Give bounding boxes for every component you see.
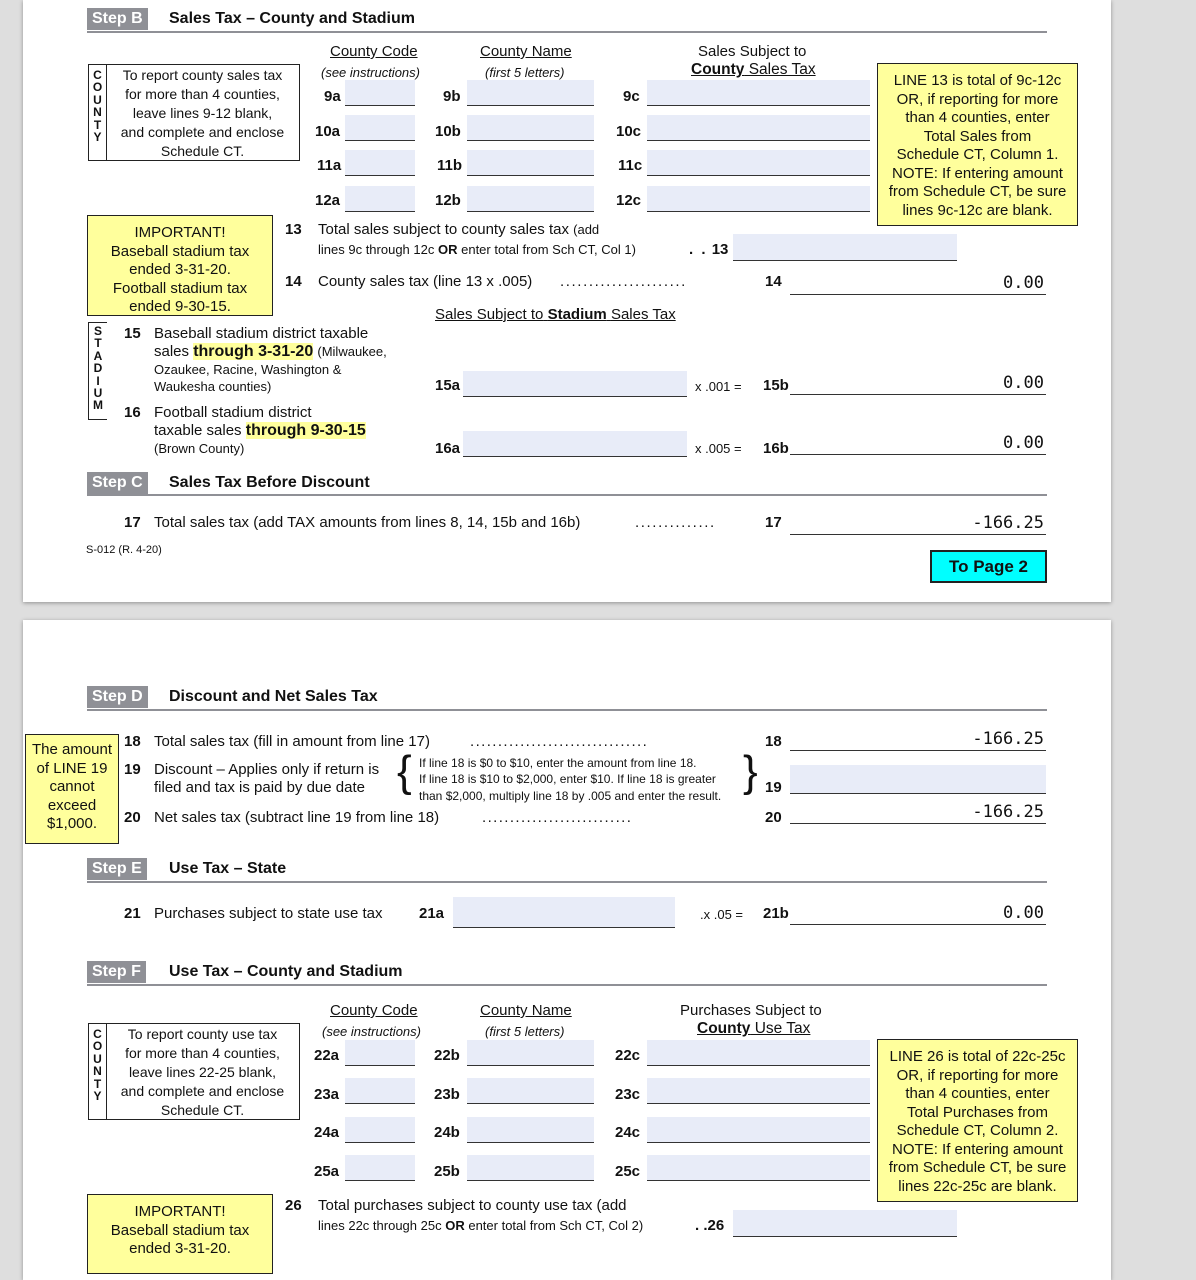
county-name-subheader-2: (first 5 letters) — [485, 1024, 565, 1039]
t: lines 9c through 12c — [318, 242, 435, 257]
line-11a-label: 11a — [317, 157, 342, 174]
letter: Y — [93, 130, 102, 145]
note-line: ended 3-31-20. — [129, 261, 231, 278]
line-11b-label: 11b — [437, 157, 463, 174]
letter: S — [93, 324, 102, 338]
note-line: Total Purchases from — [907, 1103, 1048, 1121]
to-page-2-button[interactable]: To Page 2 — [930, 550, 1047, 583]
sales-subject-header: Sales Subject to — [698, 43, 807, 60]
county-name-header: County Name — [480, 43, 572, 60]
note-line: Football stadium tax — [112, 279, 248, 297]
note-line: Schedule CT. — [160, 1102, 245, 1118]
line-18-number: 18 — [124, 733, 141, 750]
letter: D — [93, 361, 103, 376]
line-20-number: 20 — [124, 809, 141, 826]
step-e-label: Step E — [87, 858, 147, 880]
form-page-1 — [23, 0, 1111, 602]
line-26-text: Total purchases subject to county use tax (add — [318, 1197, 627, 1214]
line-19-rule-1: If line 18 is $0 to $10, enter the amount from line 18. — [419, 756, 697, 770]
line-21-text: Purchases subject to state use tax — [154, 905, 383, 922]
line-24c-input[interactable] — [647, 1117, 870, 1143]
line-15-line4: Waukesha counties) — [154, 379, 272, 394]
line-22a-label: 22a — [314, 1047, 340, 1064]
line-21-multiplier: .x .05 = — [700, 907, 743, 922]
letter: U — [93, 386, 103, 401]
line-20-text: Net sales tax (subtract line 19 from line 18) — [154, 809, 440, 826]
note-line: Total Sales from — [923, 127, 1032, 145]
line-15b-label: 15b — [763, 377, 789, 394]
line-21b-label: 21b — [763, 905, 789, 922]
note-line: Baseball stadium tax — [110, 242, 250, 260]
line-16a-input[interactable] — [463, 431, 687, 457]
t: lines 22c through 25c — [318, 1218, 442, 1233]
ref: 13 — [711, 241, 729, 258]
letter: C — [93, 68, 102, 82]
step-b-label: Step B — [87, 8, 148, 30]
line-13-text-main: Total sales subject to county sales tax — [318, 221, 569, 238]
line-12c-input[interactable] — [647, 186, 870, 212]
note-line: Schedule CT, Column 1. — [896, 146, 1059, 163]
line-21a-label: 21a — [419, 905, 445, 922]
county-use-tax-header: County Use Tax — [697, 1020, 811, 1037]
line-19-text: Discount – Applies only if return is — [154, 761, 380, 778]
letter: T — [94, 336, 102, 351]
line-23b-label: 23b — [434, 1086, 460, 1103]
note-line: ended 9-30-15. — [129, 298, 231, 315]
line-18-dots: ................................ — [470, 733, 649, 750]
purchases-subject-header: Purchases Subject to — [680, 1002, 822, 1019]
line-12a-input[interactable] — [345, 186, 415, 212]
stadium-sales-header — [435, 306, 676, 324]
note-line: NOTE: If entering amount — [892, 1140, 1063, 1158]
letter: C — [93, 1027, 102, 1041]
line-24b-input[interactable] — [467, 1117, 594, 1143]
note-line: and complete and enclose — [120, 1083, 285, 1099]
form-id: S-012 (R. 4-20) — [86, 544, 162, 556]
line-16b-amount[interactable]: 0.00 — [790, 431, 1046, 455]
step-e-title: Use Tax – State — [169, 860, 287, 877]
line-23a-input[interactable] — [345, 1078, 415, 1104]
note-line: OR, if reporting for more — [896, 1066, 1059, 1084]
line-14-number: 14 — [285, 273, 302, 290]
line-9a-input[interactable] — [345, 80, 415, 106]
note-line: than 4 counties, enter — [905, 109, 1050, 126]
line-25b-input[interactable] — [467, 1155, 594, 1181]
note-line: NOTE: If entering amount — [892, 164, 1063, 182]
line-25c-label: 25c — [615, 1163, 641, 1180]
line-16-highlight: through 9-30-15 — [245, 422, 366, 439]
important-stadium-note-2 — [87, 1194, 273, 1274]
line-22c-label: 22c — [615, 1047, 641, 1064]
line-22b-label: 22b — [434, 1047, 460, 1064]
county-code-header-2: County Code — [330, 1002, 418, 1019]
line-9c-label: 9c — [623, 88, 640, 105]
line-15-line2 — [154, 343, 387, 361]
line-13-note — [877, 63, 1078, 226]
line-12c-label: 12c — [616, 192, 642, 209]
line-13-text — [318, 221, 599, 239]
line-26-ref: . .26 — [695, 1217, 725, 1234]
line-19-input[interactable] — [790, 765, 1046, 794]
line-15a-label: 15a — [435, 377, 461, 394]
letter: N — [93, 105, 102, 120]
line-17-text: Total sales tax (add TAX amounts from lines 8, 14, 15b and 16b) — [154, 514, 581, 531]
letter: O — [92, 80, 103, 95]
step-d-label: Step D — [87, 686, 148, 708]
line-16a-label: 16a — [435, 440, 461, 457]
line-10c-label: 10c — [616, 123, 642, 140]
note-line: To report county sales tax — [122, 67, 283, 83]
line-22b-input[interactable] — [467, 1040, 594, 1066]
line-22a-input[interactable] — [345, 1040, 415, 1066]
line-14-text: County sales tax (line 13 x .005) — [318, 273, 533, 290]
note-line: cannot — [49, 778, 95, 795]
line-15-highlight: through 3-31-20 — [193, 343, 314, 360]
line-11b-input[interactable] — [467, 150, 594, 176]
dots: . . — [689, 241, 708, 258]
t: Stadium — [547, 306, 607, 323]
line-9c-input[interactable] — [647, 80, 870, 106]
line-17-ref: 17 — [765, 514, 782, 531]
line-10c-input[interactable] — [647, 115, 870, 141]
note-line: exceed — [47, 796, 97, 814]
line-16-multiplier: x .005 = — [695, 441, 742, 456]
t: sales — [154, 343, 190, 360]
note-line: Baseball stadium tax — [110, 1221, 250, 1239]
letter: O — [92, 1039, 103, 1054]
note-line: lines 9c-12c are blank. — [902, 201, 1053, 219]
line-13-number: 13 — [285, 221, 302, 238]
line-21-number: 21 — [124, 905, 141, 922]
line-15a-input[interactable] — [463, 371, 687, 397]
note-line: of LINE 19 — [36, 759, 108, 777]
note-line: leave lines 22-25 blank, — [128, 1064, 277, 1080]
line-16-number: 16 — [124, 404, 141, 421]
line-14-amount[interactable]: 0.00 — [790, 271, 1046, 295]
line-22c-input[interactable] — [647, 1040, 870, 1066]
county-sales-tax-header: County Sales Tax — [691, 61, 816, 78]
county-code-subheader-2: (see instructions) — [322, 1024, 421, 1039]
note-line: from Schedule CT, be sure — [888, 183, 1067, 200]
t: (Milwaukee, — [317, 344, 387, 359]
county-sales-note — [106, 64, 300, 161]
line-12b-input[interactable] — [467, 186, 594, 212]
line-24a-label: 24a — [314, 1124, 340, 1141]
line-26-note — [877, 1039, 1078, 1202]
note-line: from Schedule CT, be sure — [888, 1159, 1067, 1176]
t: OR — [437, 242, 458, 257]
letter: Y — [93, 1089, 102, 1104]
line-19-rule-2: If line 18 is $10 to $2,000, enter $10. If line 18 is greater — [419, 772, 716, 786]
line-13-text-small: (add — [573, 222, 600, 237]
note-line: lines 22c-25c are blank. — [898, 1177, 1057, 1195]
note-line: Schedule CT, Column 2. — [896, 1122, 1059, 1139]
important-stadium-note — [87, 215, 273, 316]
county-vertical-label-2 — [88, 1023, 107, 1120]
line-18-ref: 18 — [765, 733, 782, 750]
line-11c-input[interactable] — [647, 150, 870, 176]
step-c-rule — [87, 494, 1047, 496]
line-9b-input[interactable] — [467, 80, 594, 106]
step-f-label: Step F — [87, 961, 146, 983]
note-line: than 4 counties, enter — [905, 1085, 1050, 1102]
note-line: LINE 13 is total of 9c-12c — [893, 72, 1062, 89]
note-line: Schedule CT. — [160, 143, 245, 159]
note-line: OR, if reporting for more — [896, 90, 1059, 108]
note-line: ended 3-31-20. — [129, 1240, 231, 1257]
line-13-input[interactable] — [733, 234, 957, 261]
county-use-note — [106, 1023, 300, 1120]
line-16-line1: Football stadium district — [154, 404, 312, 421]
line-25a-label: 25a — [314, 1163, 340, 1180]
line-23c-input[interactable] — [647, 1078, 870, 1104]
line-25c-input[interactable] — [647, 1155, 870, 1181]
line-11c-label: 11c — [618, 157, 643, 174]
line-21a-input[interactable] — [453, 897, 675, 928]
county-code-subheader: (see instructions) — [321, 65, 420, 80]
note-line: The amount — [31, 741, 113, 758]
letter: N — [93, 1064, 102, 1079]
line-26-input[interactable] — [733, 1210, 957, 1237]
note-line: leave lines 9-12 blank, — [132, 105, 273, 121]
note-line: for more than 4 counties, — [125, 86, 280, 102]
step-d-rule — [87, 709, 1047, 711]
line-10b-input[interactable] — [467, 115, 594, 141]
line-24a-input[interactable] — [345, 1117, 415, 1143]
t: Sales Subject to — [435, 306, 544, 323]
line-10a-input[interactable] — [345, 115, 415, 141]
right-brace: } — [743, 747, 758, 796]
note-line: To report county use tax — [127, 1026, 278, 1042]
county-name-subheader: (first 5 letters) — [485, 65, 565, 80]
line-15-line3: Ozaukee, Racine, Washington & — [154, 362, 342, 377]
note-line: IMPORTANT! — [134, 1203, 226, 1220]
line-21b-amount[interactable]: 0.00 — [790, 901, 1046, 925]
line-19-ref: 19 — [765, 779, 782, 796]
line-25b-label: 25b — [434, 1163, 460, 1180]
line-26-text2 — [318, 1217, 643, 1235]
t: OR — [445, 1218, 465, 1233]
step-c-title: Sales Tax Before Discount — [169, 474, 370, 491]
line-14-dots: ...................... — [560, 273, 687, 290]
letter: I — [96, 373, 100, 388]
note-line: IMPORTANT! — [134, 224, 226, 241]
line-17-number: 17 — [124, 514, 141, 531]
step-f-rule — [87, 984, 1047, 986]
t: enter total from Sch CT, Col 2) — [468, 1218, 644, 1233]
line-17-amount[interactable]: -166.25 — [790, 511, 1046, 535]
line-12b-label: 12b — [435, 192, 461, 209]
line-14-ref: 14 — [765, 273, 782, 290]
letter: A — [93, 348, 103, 363]
step-b-title: Sales Tax – County and Stadium — [169, 10, 415, 27]
line-16-line2 — [154, 422, 366, 440]
line-15-number: 15 — [124, 325, 141, 342]
letter: U — [93, 1051, 102, 1066]
line-15b-amount[interactable]: 0.00 — [790, 371, 1046, 395]
line-12a-label: 12a — [315, 192, 341, 209]
left-brace: { — [397, 747, 412, 796]
line-25a-input[interactable] — [345, 1155, 415, 1181]
line-13-ref — [689, 241, 728, 259]
note-line: LINE 26 is total of 22c-25c — [889, 1048, 1066, 1065]
line-10a-label: 10a — [315, 123, 341, 140]
line-9a-label: 9a — [324, 88, 341, 105]
line-16-line3: (Brown County) — [154, 441, 245, 456]
line-26-number: 26 — [285, 1197, 302, 1214]
form-page-2 — [23, 620, 1111, 1280]
line-11a-input[interactable] — [345, 150, 415, 176]
note-line: $1,000. — [46, 815, 98, 832]
line-23a-label: 23a — [314, 1086, 340, 1103]
line-20-dots: ........................... — [482, 809, 633, 826]
note-line: and complete and enclose — [120, 124, 285, 140]
letter: T — [93, 117, 102, 132]
letter: U — [93, 92, 102, 107]
line-23c-label: 23c — [615, 1086, 641, 1103]
line-9b-label: 9b — [443, 88, 461, 105]
line-24b-label: 24b — [434, 1124, 460, 1141]
t: taxable sales — [154, 422, 242, 439]
line-20-amount[interactable]: -166.25 — [790, 800, 1046, 824]
line-24c-label: 24c — [615, 1124, 641, 1141]
line-17-dots: .............. — [635, 514, 716, 531]
county-name-header-2: County Name — [480, 1002, 572, 1019]
line-13-text2 — [318, 241, 636, 259]
line-15-multiplier: x .001 = — [695, 379, 742, 394]
line-23b-input[interactable] — [467, 1078, 594, 1104]
t: enter total from Sch CT, Col 1) — [461, 242, 636, 257]
letter: T — [93, 1076, 102, 1091]
line-18-amount[interactable]: -166.25 — [790, 727, 1046, 751]
line-19-limit-note — [25, 734, 119, 844]
line-16b-label: 16b — [763, 440, 789, 457]
stadium-vertical-label — [88, 322, 107, 420]
line-18-text: Total sales tax (fill in amount from line 17) — [154, 733, 430, 750]
county-vertical-label — [88, 64, 107, 161]
step-c-label: Step C — [87, 472, 148, 494]
note-line: for more than 4 counties, — [125, 1045, 280, 1061]
step-e-rule — [87, 881, 1047, 883]
letter: M — [93, 398, 103, 413]
line-19-number: 19 — [124, 761, 141, 778]
t: Sales Tax — [610, 306, 676, 323]
county-code-header: County Code — [330, 43, 418, 60]
line-19-rule-3: than $2,000, multiply line 18 by .005 and enter the result. — [419, 789, 722, 803]
step-d-title: Discount and Net Sales Tax — [169, 688, 378, 705]
line-20-ref: 20 — [765, 809, 782, 826]
line-19-text2: filed and tax is paid by due date — [154, 779, 365, 796]
line-10b-label: 10b — [435, 123, 461, 140]
step-b-rule — [87, 31, 1047, 33]
step-f-title: Use Tax – County and Stadium — [169, 963, 403, 980]
line-15-line1: Baseball stadium district taxable — [154, 325, 369, 342]
